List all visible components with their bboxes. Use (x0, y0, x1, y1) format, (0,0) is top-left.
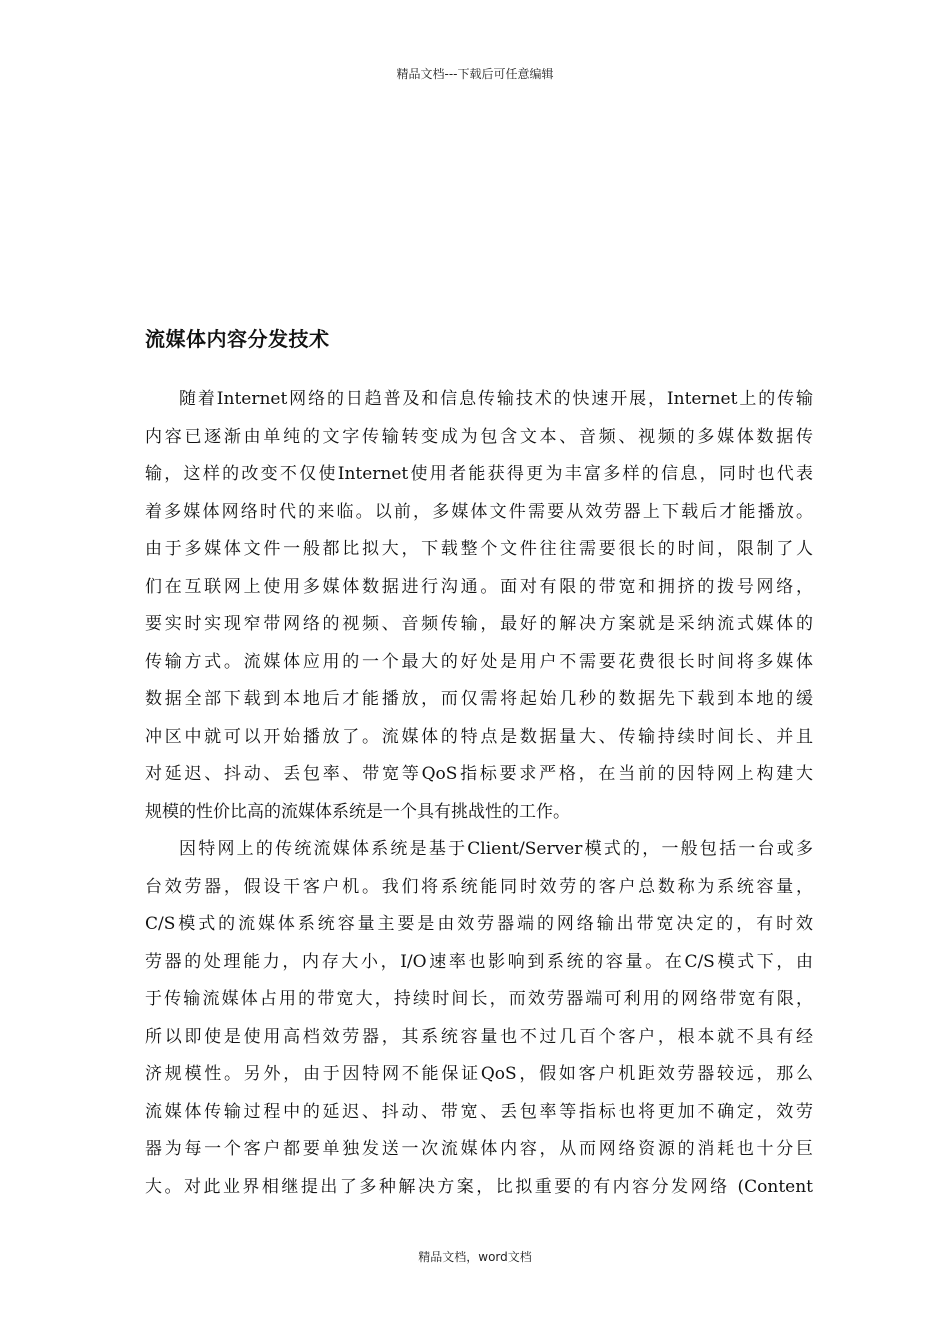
document-title: 流媒体内容分发技术 (145, 327, 330, 351)
text-line: 台效劳器，假设干客户机。我们将系统能同时效劳的客户总数称为系统容量， (145, 876, 813, 897)
text-line: 们在互联网上使用多媒体数据进行沟通。面对有限的带宽和拥挤的拨号网络， (145, 576, 813, 597)
text-line: 冲区中就可以开始播放了。流媒体的特点是数据量大、传输持续时间长、并且 (145, 726, 813, 747)
text-line: 随着Internet网络的日趋普及和信息传输技术的快速开展，Internet上的传输 (179, 389, 813, 409)
text-line: 对延迟、抖动、丢包率、带宽等QoS指标要求严格，在当前的因特网上构建大 (145, 764, 813, 784)
text-line: 因特网上的传统流媒体系统是基于Client/Server模式的，一般包括一台或多 (179, 839, 813, 859)
text-line: 着多媒体网络时代的来临。以前，多媒体文件需要从效劳器上下载后才能播放。 (145, 501, 813, 522)
text-line: 于传输流媒体占用的带宽大，持续时间长，而效劳器端可利用的网络带宽有限， (145, 989, 813, 1009)
text-line: 大。对此业界相继提出了多种解决方案，比拟重要的有内容分发网络 (Content (145, 1176, 813, 1197)
page-footer: 精品文档，word文档 (418, 1250, 532, 1264)
text-line: 传输方式。流媒体应用的一个最大的好处是用户不需要花费很长时间将多媒体 (145, 651, 813, 672)
text-line: 流媒体传输过程中的延迟、抖动、带宽、丢包率等指标也将更加不确定，效劳 (145, 1101, 813, 1122)
text-line: 规模的性价比高的流媒体系统是一个具有挑战性的工作。 (145, 801, 570, 822)
text-line: 要实时实现窄带网络的视频、音频传输，最好的解决方案就是采纳流式媒体的 (145, 614, 813, 634)
text-line: 劳器的处理能力，内存大小，I/O速率也影响到系统的容量。在C/S模式下，由 (145, 951, 813, 972)
paragraph-2 (145, 831, 813, 1206)
text-line: 所以即使是使用高档效劳器，其系统容量也不过几百个客户，根本就不具有经 (145, 1026, 813, 1047)
text-line: 济规模性。另外，由于因特网不能保证QoS，假如客户机距效劳器较远，那么 (145, 1064, 813, 1084)
page-header: 精品文档---下载后可任意编辑 (396, 67, 554, 81)
text-line: 器为每一个客户都要单独发送一次流媒体内容，从而网络资源的消耗也十分巨 (145, 1139, 813, 1159)
text-line: 输，这样的改变不仅使Internet使用者能获得更为丰富多样的信息，同时也代表 (145, 464, 813, 484)
text-line: C/S模式的流媒体系统容量主要是由效劳器端的网络输出带宽决定的，有时效 (145, 914, 813, 934)
body-text (145, 381, 813, 1206)
text-line: 数据全部下载到本地后才能播放，而仅需将起始几秒的数据先下载到本地的缓 (145, 689, 813, 709)
text-line: 由于多媒体文件一般都比拟大，下载整个文件往往需要很长的时间，限制了人 (145, 539, 813, 559)
paragraph-1 (145, 381, 813, 831)
text-line: 内容已逐渐由单纯的文字传输转变成为包含文本、音频、视频的多媒体数据传 (145, 426, 813, 447)
